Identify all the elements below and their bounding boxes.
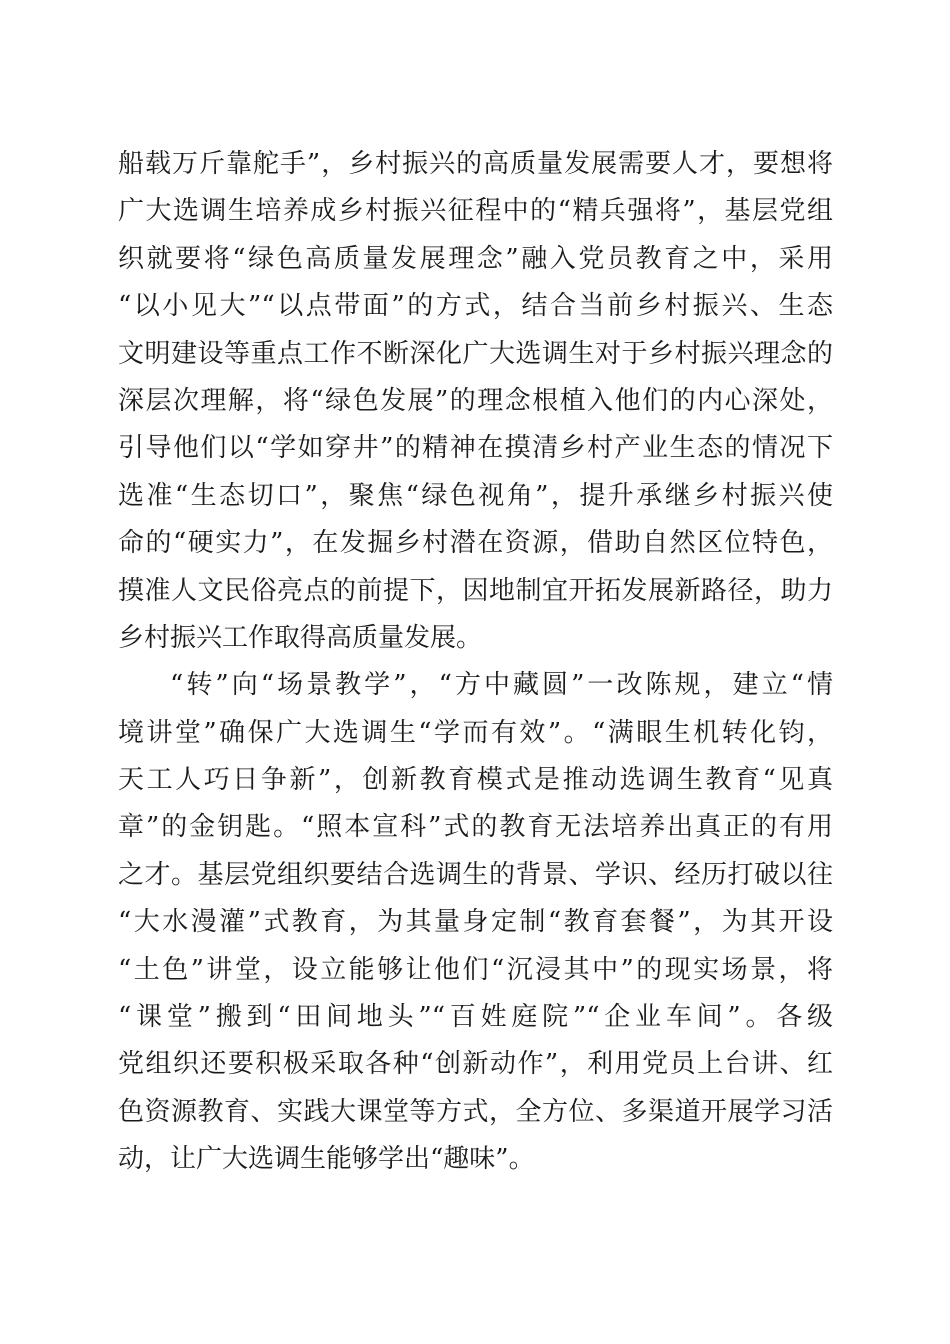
text-line: 深层次理解，将“绿色发展”的理念根植入他们的内心深处， (118, 385, 833, 416)
text-line: 命的“硬实力”，在发掘乡村潜在资源，借助自然区位特色， (118, 528, 833, 559)
paragraph-rural-talent (118, 141, 833, 662)
text-line: 织就要将“绿色高质量发展理念”融入党员教育之中，采用 (118, 243, 833, 274)
text-line: 党组织还要积极采取各种“创新动作”，利用党员上台讲、红 (118, 1049, 833, 1080)
text-line: “课堂”搬到“田间地头”“百姓庭院”“企业车间”。各级 (118, 1002, 833, 1033)
text-line: 章”的金钥匙。“照本宣科”式的教育无法培养出真正的有用 (118, 812, 833, 843)
text-line: 广大选调生培养成乡村振兴征程中的“精兵强将”，基层党组 (118, 196, 833, 227)
text-line: 乡村振兴工作取得高质量发展。 (118, 622, 483, 653)
text-line: 文明建设等重点工作不断深化广大选调生对于乡村振兴理念的 (118, 338, 833, 369)
text-line: 船载万斤靠舵手”，乡村振兴的高质量发展需要人才，要想将 (118, 149, 833, 179)
text-line: 摸准人文民俗亮点的前提下，因地制宜开拓发展新路径，助力 (118, 575, 833, 606)
text-line: “以小见大”“以点带面”的方式，结合当前乡村振兴、生态 (118, 291, 833, 322)
text-line: “大水漫灌”式教育，为其量身定制“教育套餐”，为其开设 (118, 907, 833, 938)
text-line: 引导他们以“学如穿井”的精神在摸清乡村产业生态的情况下 (118, 433, 833, 464)
text-line: “土色”讲堂，设立能够让他们“沉浸其中”的现实场景，将 (118, 954, 833, 985)
text-line: 动，让广大选调生能够学出“趣味”。 (118, 1144, 535, 1175)
body-text (118, 141, 833, 1184)
text-line: 天工人巧日争新”，创新教育模式是推动选调生教育“见真 (118, 765, 833, 796)
text-line: “转”向“场景教学”，“方中藏圆”一改陈规，建立“情 (170, 670, 833, 701)
text-line: 之才。基层党组织要结合选调生的背景、学识、经历打破以往 (118, 859, 833, 890)
text-line: 色资源教育、实践大课堂等方式，全方位、多渠道开展学习活 (118, 1096, 833, 1127)
text-line: 境讲堂”确保广大选调生“学而有效”。“满眼生机转化钧， (118, 717, 833, 748)
paragraph-scenario-teaching (118, 662, 833, 1183)
text-line: 选准“生态切口”，聚焦“绿色视角”，提升承继乡村振兴使 (118, 480, 833, 511)
